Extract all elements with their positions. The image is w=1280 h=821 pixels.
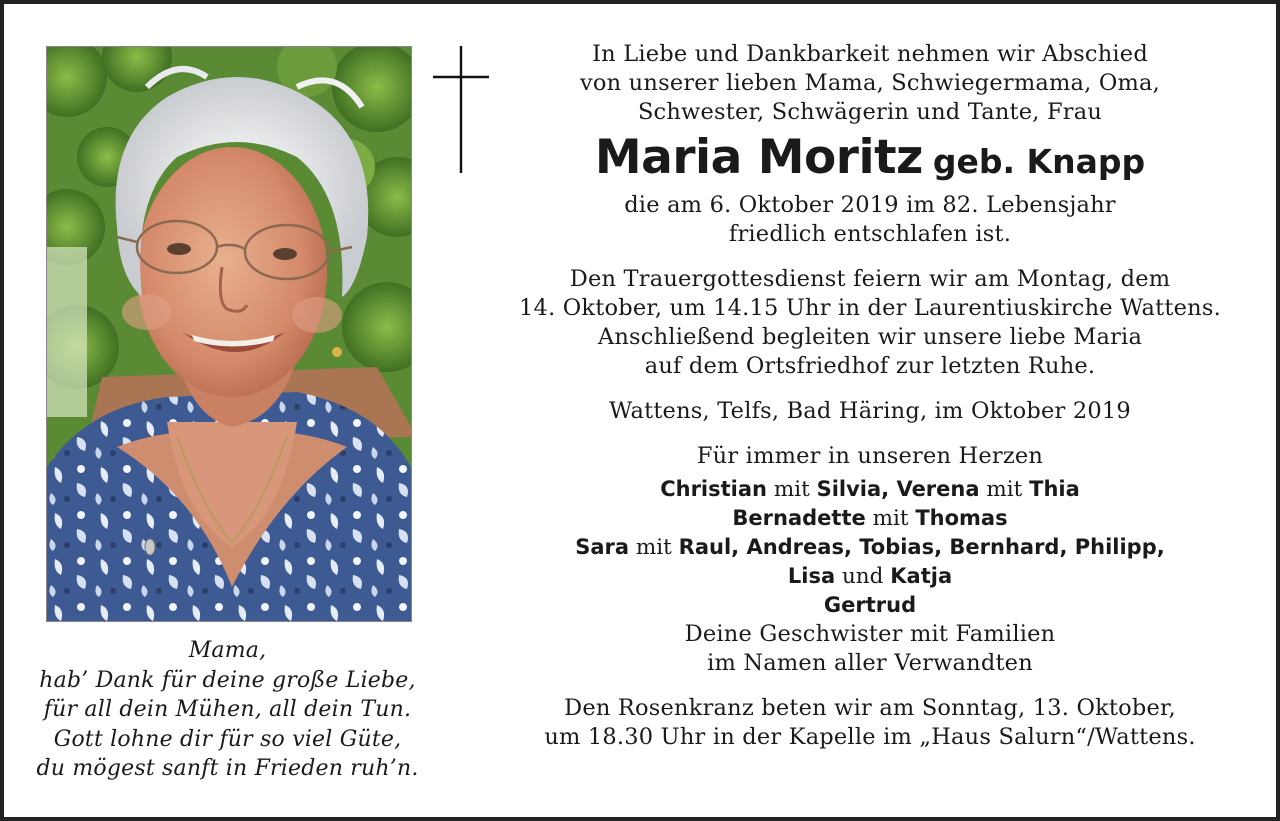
poem-line-1: Mama, [188,638,267,663]
intro-line-2: von unserer lieben Mama, Schwiegermama, Oma, [579,70,1160,96]
poem [20,636,435,784]
connector: mit [872,506,909,531]
place-date: Wattens, Telfs, Bad Häring, im Oktober 2019 [609,398,1131,424]
notice-text [470,40,1270,752]
family-line-2 [470,504,1270,533]
family-name: Katja [890,564,953,588]
family-line-1 [470,475,1270,504]
family-line-5 [470,591,1270,620]
family-name: Bernadette [732,506,866,530]
portrait-photo [46,46,412,622]
intro-line-1: In Liebe und Dankbarkeit nehmen wir Abschied [592,41,1148,67]
service-line-2: 14. Oktober, um 14.15 Uhr in der Laurentiuskirche Wattens. [519,295,1221,321]
family-name: Sara [575,535,630,559]
poem-line-3: für all dein Mühen, all dein Tun. [43,697,412,722]
family-name: Gertrud [823,593,917,617]
service-line-1: Den Trauergottesdienst feiern wir am Montag, dem [569,266,1171,292]
family-name: Thia [1029,477,1080,501]
poem-line-5: du mögest sanft in Frieden ruh’n. [36,756,419,781]
poem-line-2: hab’ Dank für deine große Liebe, [39,667,416,693]
family-line-3 [470,533,1270,562]
family-line-7: im Namen aller Verwandten [707,650,1033,676]
rosary-line-2: um 18.30 Uhr in der Kapelle im „Haus Salurn“/Wattens. [544,724,1196,750]
service-line-4: auf dem Ortsfriedhof zur letzten Ruhe. [644,353,1096,379]
family-name: Silvia, Verena [816,477,980,501]
intro-line-3: Schwester, Schwägerin und Tante, Frau [637,99,1103,125]
death-line-2: friedlich entschlafen ist. [728,221,1012,247]
connector: und [841,564,884,589]
connector: mit [773,477,810,502]
family-name: Thomas [915,506,1008,530]
family-name: Lisa [787,564,836,588]
birth-name: geb. Knapp [932,142,1146,181]
rosary-line-1: Den Rosenkranz beten wir am Sonntag, 13. Oktober, [564,695,1176,721]
connector: mit [635,535,672,560]
death-line-1: die am 6. Oktober 2019 im 82. Lebensjahr [624,192,1116,218]
deceased-name [470,129,1270,191]
family-line-4 [470,562,1270,591]
family-name: Christian [660,477,767,501]
name-full: Maria Moritz [594,130,923,185]
hearts-line: Für immer in unseren Herzen [696,443,1044,469]
family-line-6: Deine Geschwister mit Familien [684,621,1056,647]
poem-line-4: Gott lohne dir für so viel Güte, [53,726,402,752]
family-name: Raul, Andreas, Tobias, Bernhard, Philipp, [678,535,1165,559]
connector: mit [986,477,1023,502]
service-line-3: Anschließend begleiten wir unsere liebe Maria [597,324,1143,350]
